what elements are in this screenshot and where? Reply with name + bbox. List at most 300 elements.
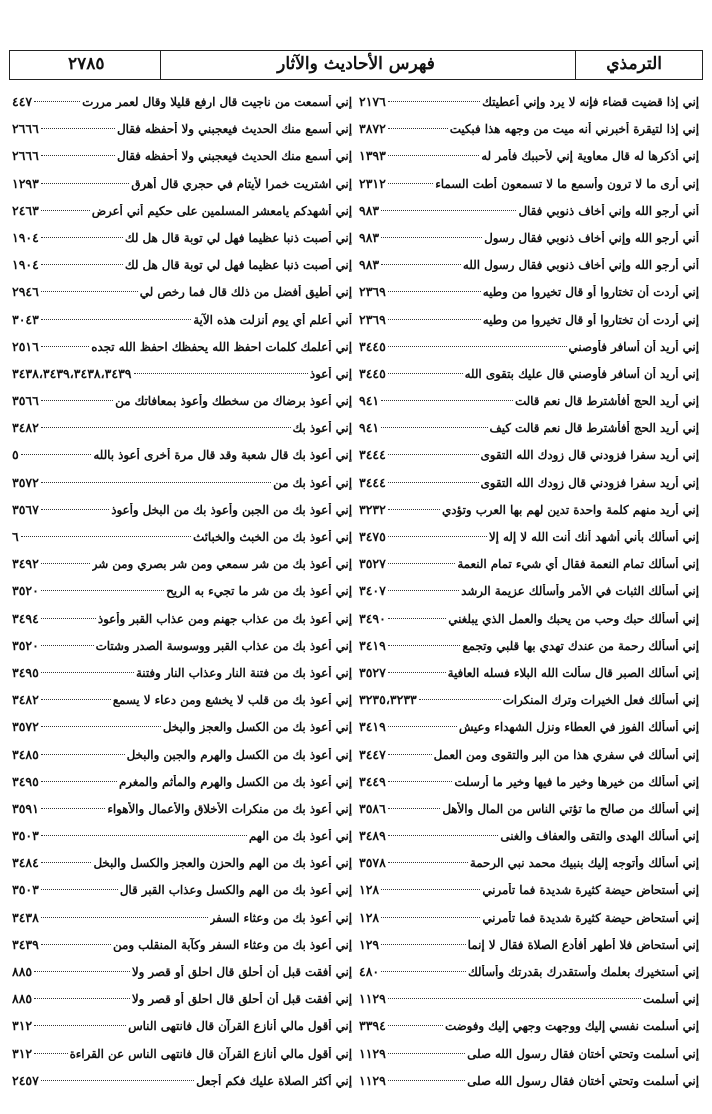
entry-text: إني أسألك من خيرها وخير ما فيها وخير ما أرسلت [454,774,699,789]
entry-reference: ٣٥٠٣ [12,882,39,898]
entry-reference: ٣٤٨٢ [12,420,39,436]
entry-reference: ١٢٨ [359,882,380,898]
dot-leader [388,808,441,809]
dot-leader [41,427,291,428]
dot-leader [388,183,433,184]
index-entry [359,910,699,937]
entry-reference: ١١٢٩ [359,1072,386,1088]
entry-text: إني أطيق أفضل من ذلك قال فما رخص لي [139,285,352,300]
entry-reference: ٩٤١ [359,420,380,436]
dot-leader [388,319,481,320]
header-divider [160,51,161,79]
entry-text: إني أسمع منك الحديث فيعجبني ولا أحفظه فقال [117,149,352,164]
entry-reference: ٢٥١٦ [12,338,39,354]
index-entry [12,774,352,801]
entry-text: إني أشهدكم يامعشر المسلمين على حكيم أني أعرض [91,203,352,218]
entry-text: إني أعوذ بك من شر سمعي ومن شر بصري ومن شر [91,557,352,572]
entry-reference: ٢٦٦٦ [12,121,39,137]
dot-leader [41,726,161,727]
index-entry [12,665,352,692]
dot-leader [41,889,118,890]
dot-leader [21,536,191,537]
entry-reference: ٣٤٧٥ [359,529,386,544]
entry-text: إني أعوذ بك من الكسل والهرم والمأثم والمغرم [118,774,352,789]
index-entry [359,882,699,909]
entry-reference: ٢٩٤٦ [12,284,39,300]
entry-text: إني أعلمك كلمات احفظ الله يحفظك احفظ الله تجده [91,339,352,354]
index-entry [12,121,352,148]
entry-reference: ٣٥٢٧ [359,664,386,680]
entry-text: إني اشتريت خمرا لأيتام في حجري قال أهرق [131,176,352,191]
entry-reference: ٣٠٤٣ [12,311,39,327]
entry-reference: ٣٥٢٠ [12,637,39,653]
dot-leader [134,373,308,374]
entry-reference: ٣٥٩١ [12,800,39,816]
index-entry [359,230,699,257]
index-entry [359,719,699,746]
entry-reference: ٣٢٣٥،٣٢٣٣ [359,692,417,708]
entry-reference: ٢٤٦٣ [12,202,39,218]
entry-text: إني أرى ما لا ترون وأسمع ما لا تسمعون أطت السماء [435,176,699,191]
index-entry [359,176,699,203]
dot-leader [388,835,499,836]
dot-leader [41,781,117,782]
entry-reference: ٣٤٤٥ [359,338,386,354]
dot-leader [41,590,164,591]
index-entry [359,774,699,801]
entry-reference: ٩٨٣ [359,229,380,245]
index-entry [359,1018,699,1045]
entry-text: إني أعوذ بك من عذاب جهنم ومن عذاب القبر وأعوذ [97,611,352,626]
entry-text: إني أسألك الصبر قال سألت الله البلاء فسله العافية [447,665,699,680]
entry-text: إني أسألك بأني أشهد أنك أنت الله لا إله إلا [488,530,699,544]
index-entry [359,747,699,774]
entry-reference: ٤٤٧ [12,94,33,109]
entry-text: إني أعوذ بك من الجبن وأعوذ بك من البخل وأعوذ [111,502,352,517]
entry-reference: ٣٥٢٧ [359,556,386,572]
dot-leader [41,155,115,156]
dot-leader [381,400,513,401]
index-entry [359,638,699,665]
dot-leader [388,754,432,755]
index-entry [12,611,352,638]
entry-reference: ٣٤٣٨ [12,909,39,925]
dot-leader [41,862,92,863]
dot-leader [388,1025,443,1026]
dot-leader [41,237,123,238]
dot-leader [388,454,479,455]
entry-text: إني أصبت ذنبا عظيما فهل لي توبة قال هل لك [124,258,352,273]
entry-text: أني أعلم أي يوم أنزلت هذه الآية [193,312,352,327]
index-entry [359,284,699,311]
index-entry [12,94,352,121]
index-entry [359,692,699,719]
entry-text: إني أسألك الهدى والتقى والعفاف والغنى [500,829,699,844]
entry-reference: ٣٤٨٥ [12,746,39,762]
dot-leader [41,563,90,564]
index-entry [12,148,352,175]
index-entry [359,257,699,284]
entry-reference: ٣٥٦٧ [12,501,39,517]
entry-text: إني أستحاض حيضة كثيرة شديدة فما تأمرني [482,883,699,898]
index-entry [359,121,699,148]
dot-leader [381,971,466,972]
dot-leader [41,699,111,700]
dot-leader [381,944,466,945]
entry-text: إني أريد أن أسافر فأوصني قال عليك بتقوى الله [464,366,699,381]
index-entry [12,475,352,502]
entry-text: إني أكثر الصلاة عليك فكم أجعل [196,1073,352,1088]
entry-text: إني أعوذ بك من عذاب القبر ووسوسة الصدر وشتات [95,638,352,653]
dot-leader [41,944,111,945]
index-entry [12,747,352,774]
index-entry [359,420,699,447]
index-entry [12,176,352,203]
dot-leader [41,319,191,320]
dot-leader [388,618,446,619]
index-entry [359,312,699,339]
index-entry [359,1046,699,1073]
entry-reference: ٦ [12,529,19,544]
entry-reference: ١٢٩ [359,936,380,952]
index-entry [12,257,352,284]
index-entry [359,611,699,638]
entry-reference: ٣٤٤٧ [359,746,386,762]
entry-text: إني أفقت قبل أن أحلق قال احلق أو قصر ولا [131,965,352,979]
entry-reference: ١٢٩٣ [12,175,39,191]
dot-leader [34,1025,126,1026]
entry-text: إني أسلمت وتحتي أختان فقال رسول الله صلى [467,1046,699,1061]
entry-text: إني أعوذ بك من الهم والكسل وعذاب القبر قال [119,883,352,898]
dot-leader [34,998,130,999]
page-number: ٢٧٨٥ [68,54,105,74]
entry-reference: ٣٤٨٩ [359,828,386,844]
entry-text: إني أسلمت وتحتي أختان فقال رسول الله صلى [467,1073,699,1088]
index-entry [359,991,699,1018]
dot-leader [41,210,90,211]
entry-reference: ٣٤٩٥ [12,664,39,680]
entry-text: إني أسألك فعل الخيرات وترك المنكرات [502,693,699,708]
entry-reference: ٣٤٩٥ [12,773,39,789]
index-entry [12,1073,352,1100]
entry-reference: ٩٨٣ [359,257,380,273]
index-entry [12,1018,352,1045]
dot-leader [388,862,468,863]
index-entry [359,148,699,175]
entry-reference: ٥ [12,447,19,463]
dot-leader [388,482,479,483]
entry-reference: ٢٣١٢ [359,175,386,191]
dot-leader [388,128,448,129]
dot-leader [41,645,94,646]
entry-reference: ٩٤١ [359,393,380,409]
entry-text: إني أريد الحج أفأشترط قال نعم قالت كيف [489,421,699,436]
index-entry [12,1046,352,1073]
dot-leader [388,1080,465,1081]
entry-reference: ٢٦٦٦ [12,148,39,164]
index-entry [359,583,699,610]
entry-text: إني إذا لتيقرة أخبرني أنه ميت من وجهه هذا فبكيت [449,122,699,137]
entry-reference: ٣٤١٩ [359,719,386,735]
dot-leader [388,726,457,727]
page-header [9,50,703,80]
entry-text: إني أعوذ بك من الكسل والهرم والجبن والبخل [126,747,352,762]
entry-reference: ٣٤٩٠ [359,610,386,626]
left-column [12,94,352,1100]
index-entry [359,339,699,366]
dot-leader [381,264,461,265]
index-entry [12,910,352,937]
dot-leader [388,536,487,537]
entry-reference: ٣٨٧٢ [359,121,386,137]
entry-text: إني أصبت ذنبا عظيما فهل لي توبة قال هل لك [124,230,352,245]
index-entry [359,964,699,991]
entry-reference: ١٩٠٤ [12,229,39,245]
dot-leader [388,346,567,347]
entry-reference: ٤٨٠ [359,964,380,979]
entry-text: إني أعوذ بك من فتنة النار وعذاب النار وفتنة [135,665,352,680]
header-divider [575,51,576,79]
entry-reference: ٣٤٤٥ [359,365,386,381]
index-entry [359,393,699,420]
entry-text: إني أسألك الفوز في العطاء ونزل الشهداء وعيش [458,720,699,735]
entry-text: إني أسألك تمام النعمة فقال أي شيء تمام النعمة [457,557,699,572]
dot-leader [41,264,123,265]
entry-reference: ١١٢٩ [359,991,386,1007]
dot-leader [41,618,96,619]
dot-leader [381,237,482,238]
entry-reference: ٣٤٨٤ [12,855,39,871]
dot-leader [381,210,516,211]
index-entry [12,964,352,991]
entry-text: إني أعوذ بك من وعثاء السفر وكآبة المنقلب ومن [113,937,352,952]
entry-text: إني أسألك رحمة من عندك تهدي بها قلبي وتجمع [462,638,699,653]
dot-leader [41,754,125,755]
dot-leader [21,454,92,455]
entry-reference: ٣٤٤٤ [359,447,386,463]
index-entry [359,94,699,121]
index-entry [12,312,352,339]
entry-text: إني أعوذ بك [292,421,352,436]
index-entry [12,230,352,257]
dot-leader [41,346,89,347]
index-entry [12,801,352,828]
entry-reference: ٣٤١٩ [359,637,386,653]
entry-reference: ١٩٠٤ [12,257,39,273]
dot-leader [388,590,459,591]
entry-reference: ٣٥٦٦ [12,393,39,409]
right-column [359,94,699,1100]
index-entry [12,502,352,529]
entry-reference: ٣٥٨٦ [359,800,386,816]
entry-reference: ٣٤٤٩ [359,773,386,789]
dot-leader [41,128,115,129]
entry-text: إني أعوذ بك من منكرات الأخلاق والأعمال والأهواء [107,801,352,816]
index-entry [12,420,352,447]
dot-leader [388,101,480,102]
entry-text: إني أعوذ بك من الخبث والخبائث [193,530,352,544]
entry-text: إني أعوذ بك من الكسل والعجز والبخل [162,720,352,735]
entry-text: إني أعوذ [309,366,352,381]
entry-reference: ٣١٢ [12,1045,33,1061]
dot-leader [34,971,130,972]
entry-reference: ٣٥٧٢ [12,474,39,490]
index-entry [359,556,699,583]
index-entry [12,855,352,882]
index-entry [12,692,352,719]
index-entry [359,447,699,474]
entry-text: إني أسمعت من ناجيت قال ارفع قليلا وقال لعمر مررت [82,95,352,109]
dot-leader [41,291,138,292]
dot-leader [388,781,452,782]
index-entry [12,366,352,393]
entry-reference: ١٣٩٣ [359,148,386,164]
index-entry [12,447,352,474]
entry-text: إني أعوذ بك من [273,475,352,490]
entry-text: إني أعوذ برضاك من سخطك وأعوذ بمعافاتك من [115,394,352,409]
entry-reference: ٣٤٤٤ [359,474,386,490]
entry-text: إني أقول مالي أنازع القرآن قال فانتهى الناس عن القراءة [69,1046,352,1061]
index-entry [359,665,699,692]
entry-text: إني أردت أن تختاروا أو قال تخيروا من وطيه [482,312,699,327]
dot-leader [381,427,487,428]
entry-text: إني أسلمت [643,992,699,1007]
dot-leader [419,699,501,700]
entry-text: إني أردت أن تختاروا أو قال تخيروا من وطيه [482,285,699,300]
book-name: الترمذي [606,54,662,74]
entry-reference: ٣٤٣٨،٣٤٣٩،٣٤٣٨،٣٤٣٩ [12,365,132,381]
entry-reference: ٣٤٩٤ [12,610,39,626]
entry-text: إني أعوذ بك من شر ما تجيء به الريح [166,584,352,599]
index-entry [12,556,352,583]
dot-leader [41,1080,194,1081]
index-entry [12,638,352,665]
dot-leader [388,998,641,999]
entry-reference: ٨٨٥ [12,964,33,979]
dot-leader [388,672,446,673]
entry-reference: ١١٢٩ [359,1045,386,1061]
entry-reference: ٣٤٨٢ [12,692,39,708]
entry-reference: ١٢٨ [359,909,380,925]
dot-leader [388,291,481,292]
index-entry [359,203,699,230]
entry-text: إني أعوذ بك من الهم والحزن والعجز والكسل والبخل [93,856,352,871]
entry-reference: ٢٤٥٧ [12,1072,39,1088]
entry-text: إني أسألك من صالح ما تؤتي الناس من المال والأهل [442,801,699,816]
dot-leader [41,509,109,510]
index-entry [12,583,352,610]
dot-leader [41,400,113,401]
dot-leader [388,509,440,510]
entry-text: إني أسألك الثبات في الأمر وأسألك عزيمة الرشد [461,584,699,599]
index-entry [12,882,352,909]
dot-leader [34,101,80,102]
index-entry [12,828,352,855]
entry-text: إني أريد سفرا فزودني قال زودك الله التقوى [480,448,699,463]
entry-text: إني أسألك وأتوجه إليك بنبيك محمد نبي الرحمة [469,856,699,871]
index-entry [359,1073,699,1100]
index-entry [12,339,352,366]
index-entry [359,502,699,529]
entry-reference: ٣١٢ [12,1018,33,1034]
index-entry [359,828,699,855]
entry-text: إني أريد الحج أفأشترط قال نعم قالت [514,394,699,409]
index-entry [12,284,352,311]
index-entry [359,475,699,502]
entry-text: إني أعوذ بك من وعثاء السفر [209,910,352,925]
dot-leader [41,482,271,483]
entry-text: إني أعوذ بك قال شعبة وقد قال مرة أخرى أعوذ بالله [93,448,352,463]
entry-text: إني أريد منهم كلمة واحدة تدين لهم بها العرب وتؤدي [442,502,699,517]
entry-reference: ٣٣٩٤ [359,1018,386,1034]
dot-leader [41,808,105,809]
dot-leader [41,183,129,184]
dot-leader [388,373,463,374]
index-entry [359,801,699,828]
entry-reference: ٢١٧٦ [359,94,386,109]
entry-text: أني أرجو الله وإني أخاف ذنوبي فقال [518,203,699,218]
index-entry [12,719,352,746]
index-entry [12,203,352,230]
entry-reference: ٢٣٦٩ [359,284,386,300]
entry-reference: ٢٣٦٩ [359,311,386,327]
dot-leader [388,645,461,646]
dot-leader [381,917,480,918]
entry-text: إني أفقت قبل أن أحلق قال احلق أو قصر ولا [131,992,352,1007]
entry-text: إني أقول مالي أنازع القرآن قال فانتهى الناس [128,1019,352,1034]
dot-leader [388,563,456,564]
entry-reference: ٣٥٧٢ [12,719,39,735]
index-entry [359,855,699,882]
dot-leader [41,835,247,836]
entry-reference: ٣٥٧٨ [359,855,386,871]
index-entry [359,366,699,393]
entry-text: إني إذا قضيت قضاء فإنه لا يرد وإني أعطيتك [482,95,699,109]
dot-leader [381,889,480,890]
index-entry [12,991,352,1018]
entry-text: إني أسألك حبك وحب من يحبك والعمل الذي يبلغني [448,611,699,626]
dot-leader [34,1053,67,1054]
entry-text: إني أسلمت نفسي إليك ووجهت وجهي إليك وفوضت [445,1019,699,1034]
entry-reference: ٣٤٣٩ [12,936,39,952]
entry-reference: ٣٢٣٢ [359,501,386,517]
entry-text: أني أرجو الله وإني أخاف ذنوبي فقال رسول الله [462,258,699,273]
index-entry [359,937,699,964]
index-title: فهرس الأحاديث والآثار [277,54,435,74]
entry-text: إني أستحاض حيضة كثيرة شديدة فما تأمرني [482,910,699,925]
index-entry [359,529,699,556]
index-entry [12,529,352,556]
entry-text: أني أرجو الله وإني أخاف ذنوبي فقال رسول [484,230,699,245]
entry-text: إني أريد سفرا فزودني قال زودك الله التقوى [480,475,699,490]
entry-reference: ٣٤٩٢ [12,556,39,572]
entry-reference: ٣٥٢٠ [12,583,39,599]
dot-leader [388,1053,465,1054]
entry-text: إني أستخيرك بعلمك وأستقدرك بقدرتك وأسألك [467,965,699,979]
index-entry [12,937,352,964]
dot-leader [41,672,134,673]
entry-reference: ٣٤٠٧ [359,583,386,599]
entry-reference: ٩٨٣ [359,202,380,218]
dot-leader [41,917,208,918]
entry-text: إني أريد أن أسافر فأوصني [568,339,699,354]
entry-text: إني أسمع منك الحديث فيعجبني ولا أحفظه فقال [117,122,352,137]
dot-leader [388,155,479,156]
entry-reference: ٣٥٠٣ [12,828,39,844]
entry-reference: ٨٨٥ [12,991,33,1007]
entry-text: إني أذكرها له قال معاوية إني لأحببك فأمر له [481,149,699,164]
entry-text: إني أستحاض فلا أطهر أفأدع الصلاة فقال لا إنما [467,937,699,952]
